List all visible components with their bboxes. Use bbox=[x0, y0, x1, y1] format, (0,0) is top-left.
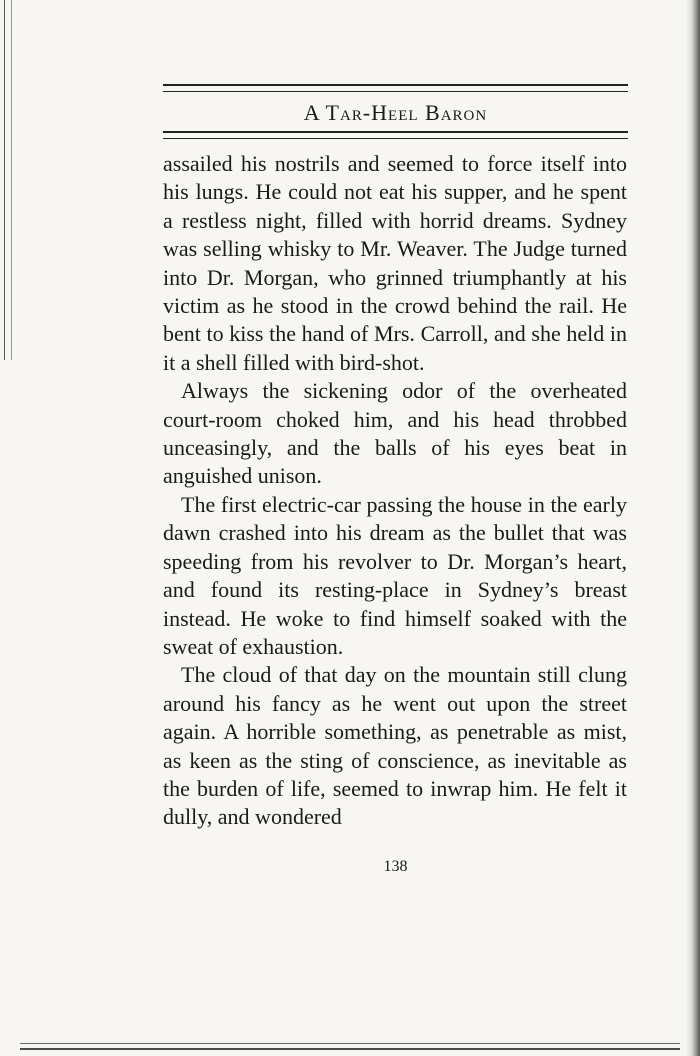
paragraph: Always the sickening odor of the overheated court-room choked him, and his head throbbed unceasingly, and the balls of his eyes beat in anguished unison. bbox=[163, 378, 627, 489]
paragraph: assailed his nostrils and seemed to force itself into his lungs. He could not eat his supper, and he spent a restless night, filled with horrid dreams. Sydney was selling whisky to Mr. Weaver. The Judge turned into Dr. Morgan, who grinned triumphantly at his victim as he stood in the crowd behind the rail. He bent to kiss the hand of Mrs. Carroll, and she held in it a shell filled with bird-shot. bbox=[163, 151, 627, 375]
header-rule-bottom bbox=[163, 131, 628, 139]
body-text bbox=[163, 150, 627, 832]
page-number: 138 bbox=[383, 858, 408, 875]
header-rule-top bbox=[163, 84, 628, 92]
bottom-edge-line bbox=[20, 1043, 680, 1050]
paragraph: The cloud of that day on the mountain still clung around his fancy as he went out upon the street again. A horrible something, as penetrable as mist, as keen as the sting of conscience, as inevitable as the burden of life, seemed to inwrap him. He felt it dully, and wondered bbox=[163, 662, 627, 830]
binding-edge bbox=[4, 0, 12, 360]
running-header: A Tar-Heel Baron bbox=[303, 100, 488, 125]
paragraph: The first electric-car passing the house in the early dawn crashed into his dream as the bullet that was speeding from his revolver to Dr. Morgan’s heart, and found its resting-place in Sydney’s breast instead. He woke to find himself soaked with the sweat of exhaustion. bbox=[163, 491, 627, 659]
page-edge-shadow bbox=[686, 0, 700, 1056]
